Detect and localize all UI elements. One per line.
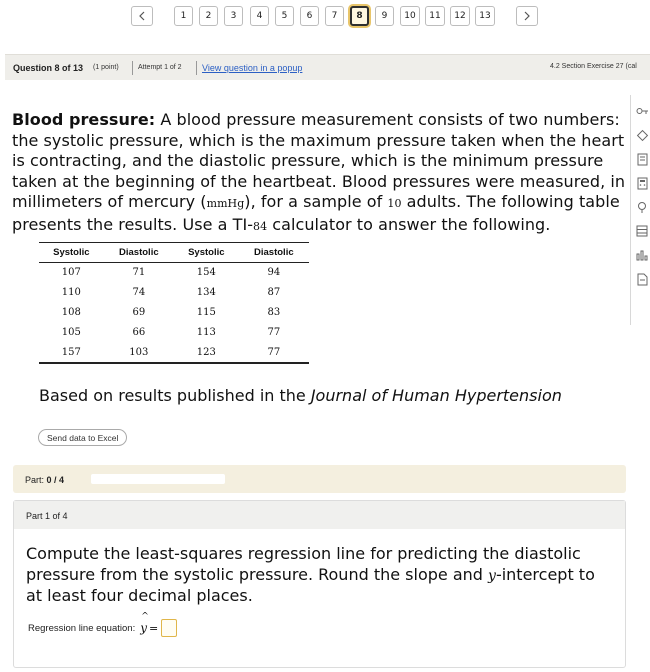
page-button-12[interactable]: 12 — [450, 6, 470, 26]
side-toolbar — [634, 104, 650, 296]
sample-size: 10 — [387, 197, 402, 211]
table-header-row — [39, 243, 309, 263]
table-cell: 110 — [61, 287, 81, 298]
table-cell: 157 — [39, 343, 104, 363]
chart-icon[interactable] — [634, 248, 650, 262]
hat-mark: ^ — [141, 612, 149, 622]
calculator-icon[interactable] — [634, 176, 650, 190]
question-passage — [12, 110, 628, 238]
part-title: Part 1 of 4 — [26, 511, 68, 521]
journal-title: Journal of Human Hypertension — [310, 386, 562, 405]
eraser-icon[interactable] — [634, 128, 650, 142]
part-question — [26, 544, 616, 607]
section-exercise-label: 4.2 Section Exercise 27 (cal — [550, 63, 637, 70]
tools-divider — [630, 95, 631, 325]
passage-text: adults. The following table presents the results. Use a TI- — [12, 192, 620, 234]
equation-label: Regression line equation: — [28, 622, 136, 634]
table-cell: 87 — [267, 287, 281, 298]
chevron-right-icon[interactable] — [516, 6, 538, 26]
page-button-6[interactable]: 6 — [300, 6, 319, 26]
blood-pressure-table — [39, 242, 309, 364]
page-button-7[interactable]: 7 — [325, 6, 344, 26]
page-button-3[interactable]: 3 — [224, 6, 243, 26]
notes-icon[interactable] — [634, 152, 650, 166]
passage-text: calculator to answer the following. — [267, 214, 551, 234]
table-cell: 105 — [61, 327, 81, 338]
header-divider — [132, 61, 133, 75]
passage-lead: Blood pressure: — [12, 110, 156, 129]
table-cell: 77 — [239, 343, 309, 363]
table-row — [39, 343, 309, 363]
question-header — [5, 54, 650, 80]
y-hat-letter: y — [140, 621, 147, 635]
data-source — [39, 386, 562, 405]
table-row — [39, 303, 309, 323]
table-cell: 69 — [132, 307, 146, 318]
column-header: Diastolic — [239, 243, 309, 263]
table-cell: 71 — [132, 267, 146, 279]
y-symbol: y — [488, 567, 496, 584]
source-prefix: Based on results published in the — [39, 386, 311, 405]
question-pager — [0, 6, 650, 28]
table-cell: 83 — [267, 307, 281, 318]
header-divider — [196, 61, 197, 75]
question-points: (1 point) — [93, 64, 119, 71]
passage-text: ), for a sample of — [244, 192, 388, 212]
part-progress-label — [25, 475, 64, 485]
table-cell: 74 — [132, 287, 146, 298]
page-button-11[interactable]: 11 — [425, 6, 445, 26]
part-question-text: -intercept to at least four decimal places. — [26, 564, 595, 606]
table-row — [39, 263, 309, 283]
table-cell: 113 — [196, 327, 216, 338]
column-header: Diastolic — [104, 243, 174, 263]
page-button-2[interactable]: 2 — [199, 6, 218, 26]
part-question-text: Compute the least-squares regression line for predicting the diastolic pressure from the systolic pressure. Round the slope and — [26, 544, 581, 584]
page-button-4[interactable]: 4 — [250, 6, 269, 26]
attempt-counter: Attempt 1 of 2 — [138, 64, 182, 71]
calculator-model: 84 — [253, 219, 268, 233]
progress-track — [91, 474, 225, 484]
table-cell: 94 — [267, 267, 281, 279]
table-cell: 108 — [61, 307, 81, 318]
table-cell: 115 — [196, 307, 216, 318]
equals-sign: = — [149, 621, 159, 635]
part-card-header — [14, 501, 625, 529]
key-icon[interactable] — [634, 104, 650, 118]
table-row — [39, 323, 309, 343]
part-progress-bar — [13, 465, 626, 493]
page-button-8-active[interactable]: 8 — [350, 6, 369, 26]
part-card — [13, 500, 626, 668]
table-cell: 123 — [174, 343, 239, 363]
table-row — [39, 283, 309, 303]
regression-equation-row — [28, 612, 177, 638]
column-header: Systolic — [174, 243, 239, 263]
column-header: Systolic — [39, 243, 104, 263]
passage-text: A blood pressure measurement consists of two numbers: the systolic pressure, which is the maximum pressure taken when the heart is contracting, and the diastolic pressure, which is the minimum pressure taken at the beginning of the heartbeat. Blood pressures were measured, in millimeters of mercury ( — [12, 110, 626, 212]
chevron-left-icon[interactable] — [131, 6, 153, 26]
send-to-excel-button[interactable]: Send data to Excel — [38, 429, 127, 446]
page-button-10[interactable]: 10 — [400, 6, 420, 26]
unit-mmhg: mmHg — [206, 197, 245, 211]
table-cell: 77 — [267, 327, 281, 338]
question-number: Question 8 of 13 — [13, 63, 84, 73]
table-cell: 103 — [104, 343, 174, 363]
y-hat-symbol — [140, 612, 149, 635]
table-cell: 154 — [196, 267, 216, 279]
part-count: 0 / 4 — [46, 475, 65, 485]
table-cell: 134 — [196, 287, 216, 298]
view-in-popup-link[interactable]: View question in a popup — [202, 63, 303, 73]
page-button-1[interactable]: 1 — [174, 6, 193, 26]
regression-answer-input[interactable] — [161, 619, 177, 637]
page-button-5[interactable]: 5 — [275, 6, 294, 26]
document-icon[interactable] — [634, 272, 650, 286]
page-button-9[interactable]: 9 — [375, 6, 394, 26]
lightbulb-icon[interactable] — [634, 200, 650, 214]
table-cell: 66 — [132, 327, 146, 338]
page-button-13[interactable]: 13 — [475, 6, 495, 26]
part-label: Part: — [25, 475, 45, 485]
table-cell: 107 — [61, 267, 81, 279]
table-icon[interactable] — [634, 224, 650, 238]
